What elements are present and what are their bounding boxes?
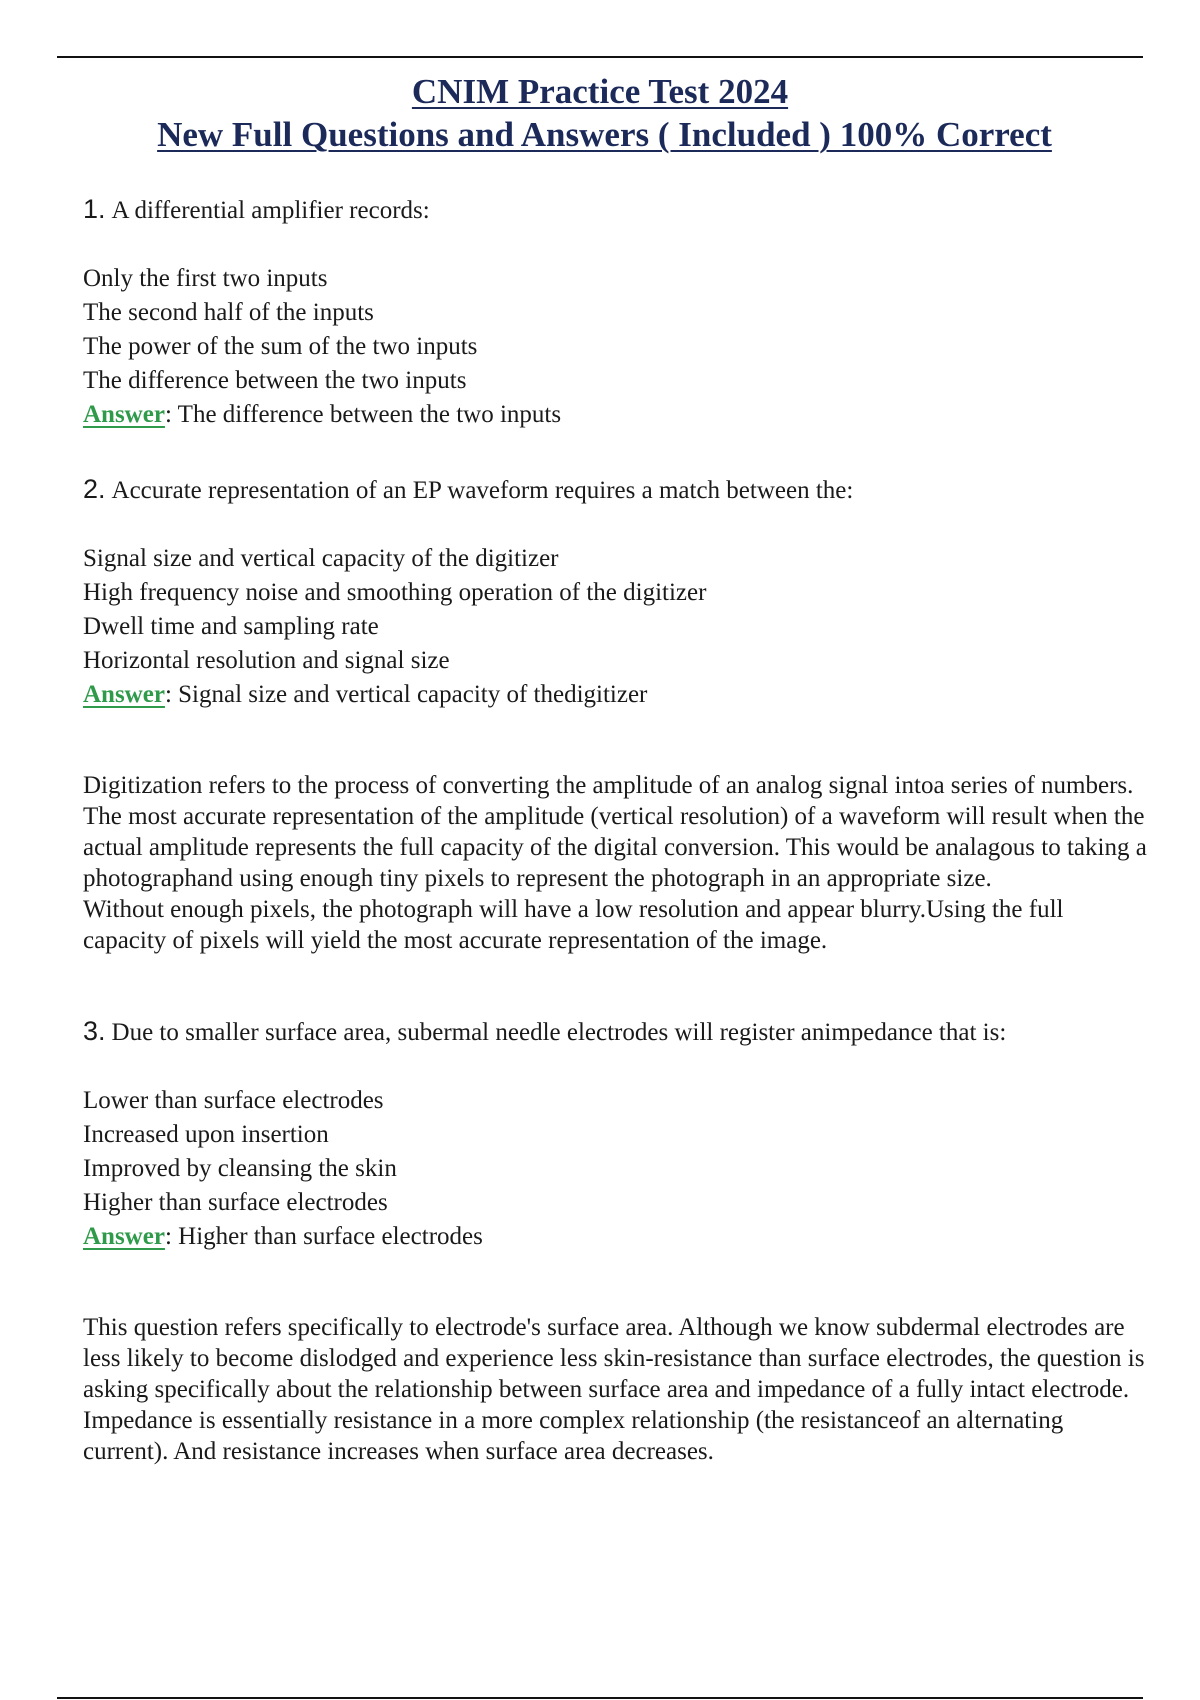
options-list — [83, 542, 1153, 678]
option-item: Higher than surface electrodes — [83, 1189, 388, 1216]
option-item: Lower than surface electrodes — [83, 1087, 384, 1114]
question-block — [83, 472, 1153, 956]
explanation-paragraph: Digitization refers to the process of converting the amplitude of an analog signal intoa series of numbers. The most accurate representation of the amplitude (vertical resolution) of a waveform will result when the actual amplitude represents the full capacity of the digital conversion. This would be analagous to taking a photographand using enough tiny pixels to represent the photograph in an appropriate size. — [83, 772, 1147, 892]
document-header — [0, 70, 1200, 156]
option-item: Signal size and vertical capacity of the digitizer — [83, 545, 559, 572]
explanation — [83, 1312, 1153, 1467]
answer-line — [83, 678, 1153, 712]
question-heading — [83, 472, 1153, 508]
answer-label: Answer — [83, 681, 165, 708]
document-subtitle: New Full Questions and Answers ( Included ) 100% Correct — [157, 115, 1052, 154]
option-item: High frequency noise and smoothing operation of the digitizer — [83, 579, 707, 606]
question-text: A differential amplifier records: — [111, 197, 430, 224]
option-item: The power of the sum of the two inputs — [83, 333, 478, 360]
option-item: Improved by cleansing the skin — [83, 1155, 397, 1182]
answer-text: : Higher than surface electrodes — [164, 1223, 483, 1250]
explanation — [83, 770, 1153, 956]
option-item: Horizontal resolution and signal size — [83, 647, 450, 674]
answer-text: : Signal size and vertical capacity of thedigitizer — [164, 681, 648, 708]
question-text: Due to smaller surface area, subermal needle electrodes will register animpedance that is: — [111, 1019, 1007, 1046]
option-item: Dwell time and sampling rate — [83, 613, 379, 640]
question-block — [83, 192, 1153, 432]
bottom-rule — [57, 1697, 1143, 1699]
option-item: The second half of the inputs — [83, 299, 374, 326]
document-title: CNIM Practice Test 2024 — [411, 72, 789, 111]
question-number: 2. — [83, 474, 106, 504]
option-item: Increased upon insertion — [83, 1121, 329, 1148]
options-list — [83, 1084, 1153, 1220]
explanation-paragraph: This question refers specifically to electrode's surface area. Although we know subdermal electrodes are less likely to become dislodged and experience less skin-resistance than surface electrodes, the question is asking specifically about the relationship between surface area and impedance of a fully intact electrode. Impedance is essentially resistance in a more complex relationship (the resistanceof an alternating current). And resistance increases when surface area decreases. — [83, 1314, 1145, 1465]
top-rule — [57, 56, 1143, 58]
explanation-paragraph: Without enough pixels, the photograph will have a low resolution and appear blurry.Using the full capacity of pixels will yield the most accurate representation of the image. — [83, 896, 1064, 954]
question-text: Accurate representation of an EP waveform requires a match between the: — [111, 477, 854, 504]
answer-text: : The difference between the two inputs — [164, 401, 562, 428]
question-heading — [83, 192, 1153, 228]
question-number: 1. — [83, 194, 106, 224]
question-block — [83, 1014, 1153, 1467]
answer-line — [83, 1220, 1153, 1254]
answer-label: Answer — [83, 401, 165, 428]
question-heading — [83, 1014, 1153, 1050]
option-item: Only the first two inputs — [83, 265, 328, 292]
options-list — [83, 262, 1153, 398]
answer-line — [83, 398, 1153, 432]
option-item: The difference between the two inputs — [83, 367, 467, 394]
answer-label: Answer — [83, 1223, 165, 1250]
question-number: 3. — [83, 1016, 106, 1046]
